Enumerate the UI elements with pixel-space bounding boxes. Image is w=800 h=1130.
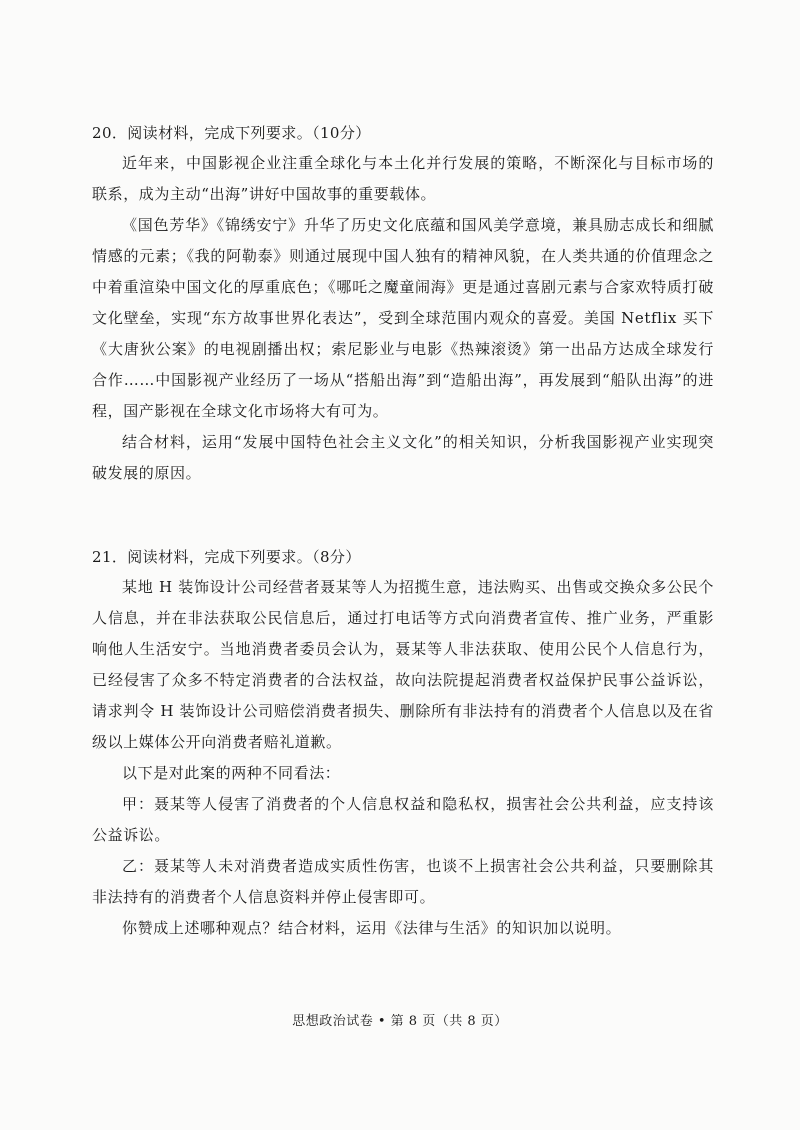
question-20-paragraph-intro: 近年来，中国影视企业注重全球化与本土化并行发展的策略，不断深化与目标市场的联系，成为主动“出海”讲好中国故事的重要载体。 bbox=[92, 154, 714, 203]
question-21-paragraph-view-a: 甲：聂某等人侵害了消费者的个人信息权益和隐私权，损害社会公共利益，应支持该公益诉讼。 bbox=[92, 795, 714, 844]
question-21 bbox=[92, 542, 714, 944]
question-20 bbox=[92, 118, 714, 489]
question-21-paragraph-case: 某地 H 装饰设计公司经营者聂某等人为招揽生意，违法购买、出售或交换众多公民个人信息，并在非法获取公民信息后，通过打电话等方式向消费者宣传、推广业务，严重影响他人生活安宁。当地消费者委员会认为，聂某等人非法获取、使用公民个人信息行为，已经侵害了众多不特定消费者的合法权益，故向法院提起消费者权益保护民事公益诉讼，请求判令 H 装饰设计公司赔偿消费者损失、删除所有非法持有的消费者个人信息以及在省级以上媒体公开向消费者赔礼道歉。 bbox=[92, 578, 714, 751]
page-footer: 思想政治试卷 • 第 8 页（共 8 页） bbox=[292, 1014, 508, 1029]
question-21-title: 21．阅读材料，完成下列要求。（8分） bbox=[92, 548, 361, 566]
question-20-paragraph-task: 结合材料，运用“发展中国特色社会主义文化”的相关知识，分析我国影视产业实现突破发展的原因。 bbox=[92, 433, 714, 482]
question-20-title: 20．阅读材料，完成下列要求。（10分） bbox=[92, 124, 371, 142]
question-21-paragraph-views-intro: 以下是对此案的两种不同看法： bbox=[122, 764, 341, 782]
question-21-paragraph-view-b: 乙：聂某等人未对消费者造成实质性伤害，也谈不上损害社会公共利益，只要删除其非法持有的消费者个人信息资料并停止侵害即可。 bbox=[92, 857, 714, 906]
question-21-paragraph-task: 你赞成上述哪种观点？结合材料，运用《法律与生活》的知识加以说明。 bbox=[122, 919, 622, 937]
question-20-paragraph-material: 《国色芳华》《锦绣安宁》升华了历史文化底蕴和国风美学意境，兼具励志成长和细腻情感的元素；《我的阿勒泰》则通过展现中国人独有的精神风貌，在人类共通的价值理念之中着重渲染中国文化的厚重底色；《哪吒之魔童闹海》更是通过喜剧元素与合家欢特质打破文化壁垒，实现“东方故事世界化表达”，受到全球范围内观众的喜爱。美国 Netflix 买下《大唐狄公案》的电视剧播出权；索尼影业与电影《热辣滚烫》第一出品方达成全球发行合作……中国影视产业经历了一场从“搭船出海”到“造船出海”，再发展到“船队出海”的进程，国产影视在全球文化市场将大有可为。 bbox=[92, 216, 714, 420]
